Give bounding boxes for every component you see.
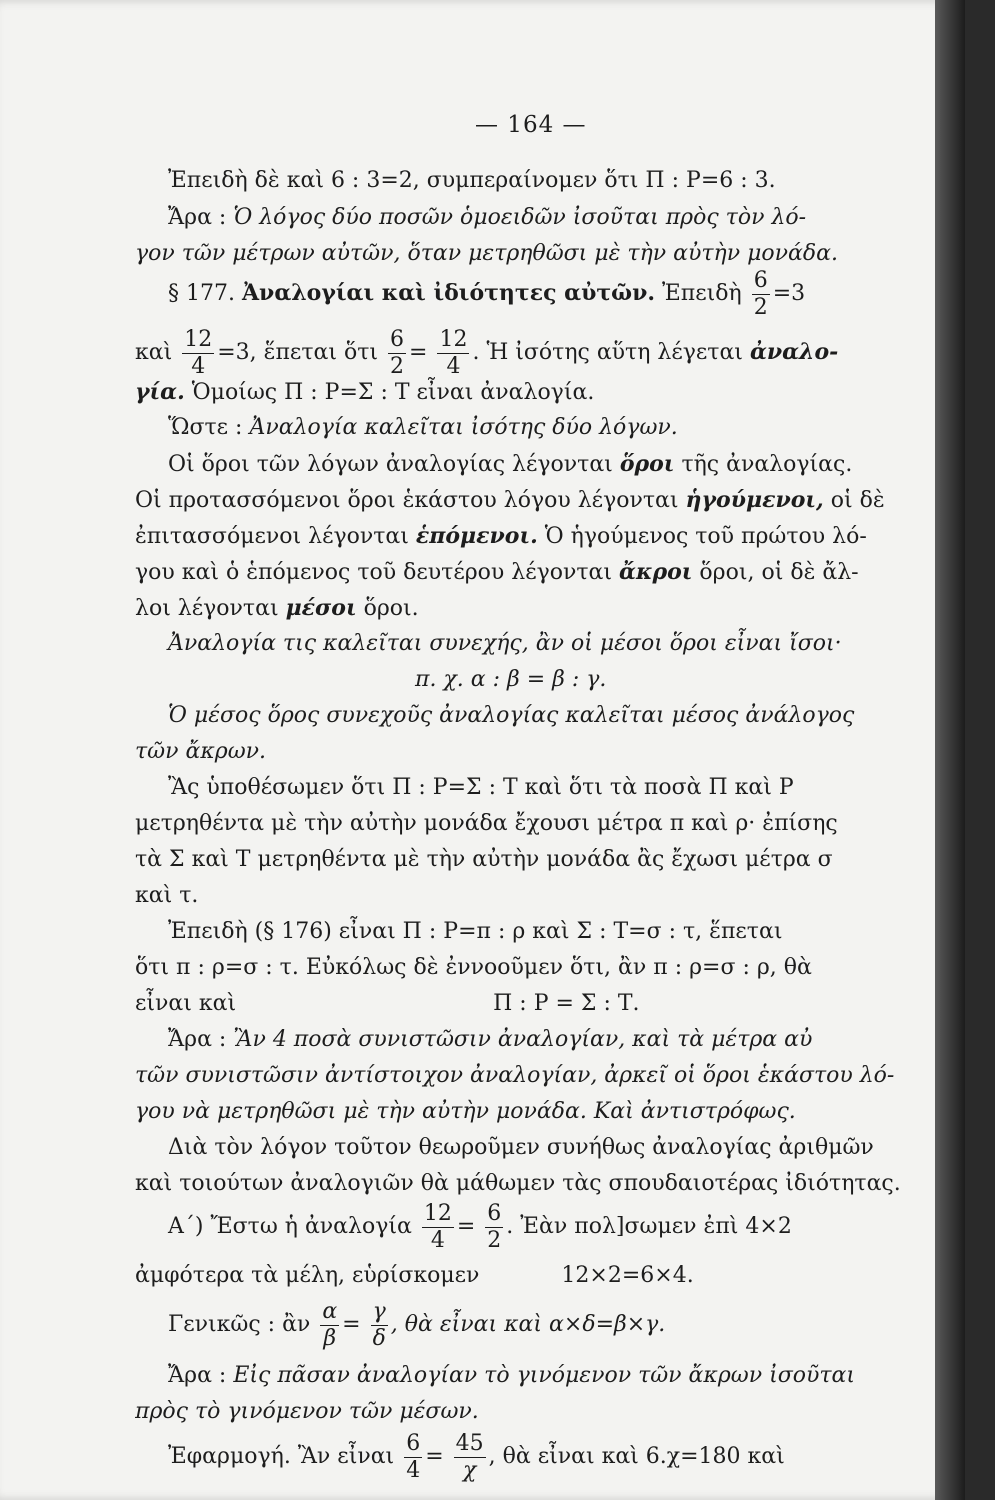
text-line: τῶν ἄκρων. xyxy=(135,739,267,764)
text-line: Ἐφαρμογή. Ἂν εἶναι $\frac{6}{4}$ = $\frac{45}{\chi}$ , θὰ εἶναι καὶ 6.χ=180 καὶ xyxy=(168,1430,785,1483)
fraction: $\frac{12}{4}$ xyxy=(423,1200,452,1253)
section-title: Ἀναλογίαι καὶ ἰδιότητες αὐτῶν. xyxy=(241,280,656,306)
text-line: Α΄) Ἔστω ἡ ἀναλογία $\frac{12}{4}$ = $\frac{6}{2}$ . Ἐὰν πολ]σωμεν ἐπὶ 4×2 xyxy=(168,1200,792,1253)
text-line: καὶ $\frac{12}{4}$ =3, ἕπεται ὅτι $\frac{6}{2}$ = $\frac{12}{4}$ . Ἡ ἰσότης αὕτη λέγεται ἀναλο- xyxy=(135,326,839,379)
fraction: $\frac{6}{2}$ xyxy=(390,326,405,379)
text-line: ἀμφότερα τὰ μέλη, εὑρίσκομεν 12×2=6×4. xyxy=(135,1263,694,1288)
text-line: Ἀναλογία τις καλεῖται συνεχής, ἂν οἱ μέσοι ὅροι εἶναι ἴσοι· xyxy=(168,631,842,656)
text-line: Διὰ τὸν λόγον τοῦτον θεωροῦμεν συνήθως ἀναλογίας ἀριθμῶν xyxy=(168,1135,874,1160)
text-line: εἶναι καὶ Π : Ρ = Σ : Τ. xyxy=(135,991,640,1016)
page-number: — 164 — xyxy=(475,112,587,138)
fraction: $\frac{\alpha}{\beta}$ xyxy=(322,1298,338,1351)
text-line: Ἄρα : Ἂν 4 ποσὰ συνιστῶσιν ἀναλογίαν, καὶ τὰ μέτρα αὐ xyxy=(168,1027,813,1052)
text-line: τῶν συνιστῶσιν ἀντίστοιχον ἀναλογίαν, ἀρκεῖ οἱ ὅροι ἑκάστου λό- xyxy=(135,1063,895,1088)
formula-line: π. χ. α : β = β : γ. xyxy=(415,667,607,692)
fraction: $\frac{6}{2}$ xyxy=(753,267,768,320)
text-line: γου νὰ μετρηθῶσι μὲ τὴν αὐτὴν μονάδα. Καὶ ἀντιστρόφως. xyxy=(135,1099,796,1124)
text-line: Ἄρα : Ὁ λόγος δύο ποσῶν ὁμοειδῶν ἰσοῦται πρὸς τὸν λό- xyxy=(168,205,807,230)
text-line: λοι λέγονται μέσοι ὅροι. xyxy=(135,595,419,621)
text-line: Ὥστε : Ἀναλογία καλεῖται ἰσότης δύο λόγων. xyxy=(168,415,678,440)
text-line: καὶ τοιούτων ἀναλογιῶν θὰ μάθωμεν τὰς σπουδαιοτέρας ἰδιότητας. xyxy=(135,1171,901,1196)
fraction: $\frac{45}{\chi}$ xyxy=(455,1430,484,1483)
text-line: Οἱ ὅροι τῶν λόγων ἀναλογίας λέγονται ὅροι τῆς ἀναλογίας. xyxy=(168,451,853,477)
text-line: πρὸς τὸ γινόμενον τῶν μέσων. xyxy=(135,1399,479,1424)
fraction: $\frac{12}{4}$ xyxy=(184,326,213,379)
text-line: Ὁ μέσος ὅρος συνεχοῦς ἀναλογίας καλεῖται μέσος ἀνάλογος xyxy=(168,703,855,728)
book-spine-edge xyxy=(935,0,965,1500)
text-line: γον τῶν μέτρων αὐτῶν, ὅταν μετρηθῶσι μὲ τὴν αὐτὴν μονάδα. xyxy=(135,241,838,266)
fraction: $\frac{12}{4}$ xyxy=(439,326,468,379)
text-line: ἐπιτασσόμενοι λέγονται ἑπόμενοι. Ὁ ἡγούμενος τοῦ πρώτου λό- xyxy=(135,523,867,549)
text-line: Οἱ προτασσόμενοι ὅροι ἑκάστου λόγου λέγονται ἡγούμενοι, οἱ δὲ xyxy=(135,487,885,513)
text-line: τὰ Σ καὶ Τ μετρηθέντα μὲ τὴν αὐτὴν μονάδα ἂς ἔχωσι μέτρα σ xyxy=(135,847,833,872)
text-line: καὶ τ. xyxy=(135,883,199,908)
fraction: $\frac{6}{4}$ xyxy=(406,1430,421,1483)
text-line: Ἐπειδὴ δὲ καὶ 6 : 3=2, συμπεραίνομεν ὅτι Π : Ρ=6 : 3. xyxy=(168,168,776,193)
text-line: γου καὶ ὁ ἑπόμενος τοῦ δευτέρου λέγονται ἄκροι ὅροι, οἱ δὲ ἄλ- xyxy=(135,559,859,585)
text-line: Ἄρα : Εἰς πᾶσαν ἀναλογίαν τὸ γινόμενον τῶν ἄκρων ἰσοῦται xyxy=(168,1363,855,1388)
text-line: μετρηθέντα μὲ τὴν αὐτὴν μονάδα ἔχουσι μέτρα π καὶ ρ· ἐπίσης xyxy=(135,811,838,836)
fraction: $\frac{6}{2}$ xyxy=(487,1200,502,1253)
fraction: $\frac{\gamma}{\delta}$ xyxy=(372,1298,386,1351)
section-header-line: § 177. Ἀναλογίαι καὶ ἰδιότητες αὐτῶν. Ἐπειδὴ $\frac{6}{2}$ =3 xyxy=(168,267,806,320)
text-line: Γενικῶς : ἂν $\frac{\alpha}{\beta}$ = $\frac{\gamma}{\delta}$ , θὰ εἶναι καὶ α×δ=β×γ. xyxy=(168,1298,666,1351)
text-line: ὅτι π : ρ=σ : τ. Εὐκόλως δὲ ἐννοοῦμεν ὅτι, ἂν π : ρ=σ : ρ, θὰ xyxy=(135,955,812,980)
text-line: Ἐπειδὴ (§ 176) εἶναι Π : Ρ=π : ρ καὶ Σ : Τ=σ : τ, ἕπεται xyxy=(168,919,783,944)
text-line: Ἂς ὑποθέσωμεν ὅτι Π : Ρ=Σ : Τ καὶ ὅτι τὰ ποσὰ Π καὶ Ρ xyxy=(168,775,794,800)
text-line: γία. Ὁμοίως Π : Ρ=Σ : Τ εἶναι ἀναλογία. xyxy=(135,379,595,405)
